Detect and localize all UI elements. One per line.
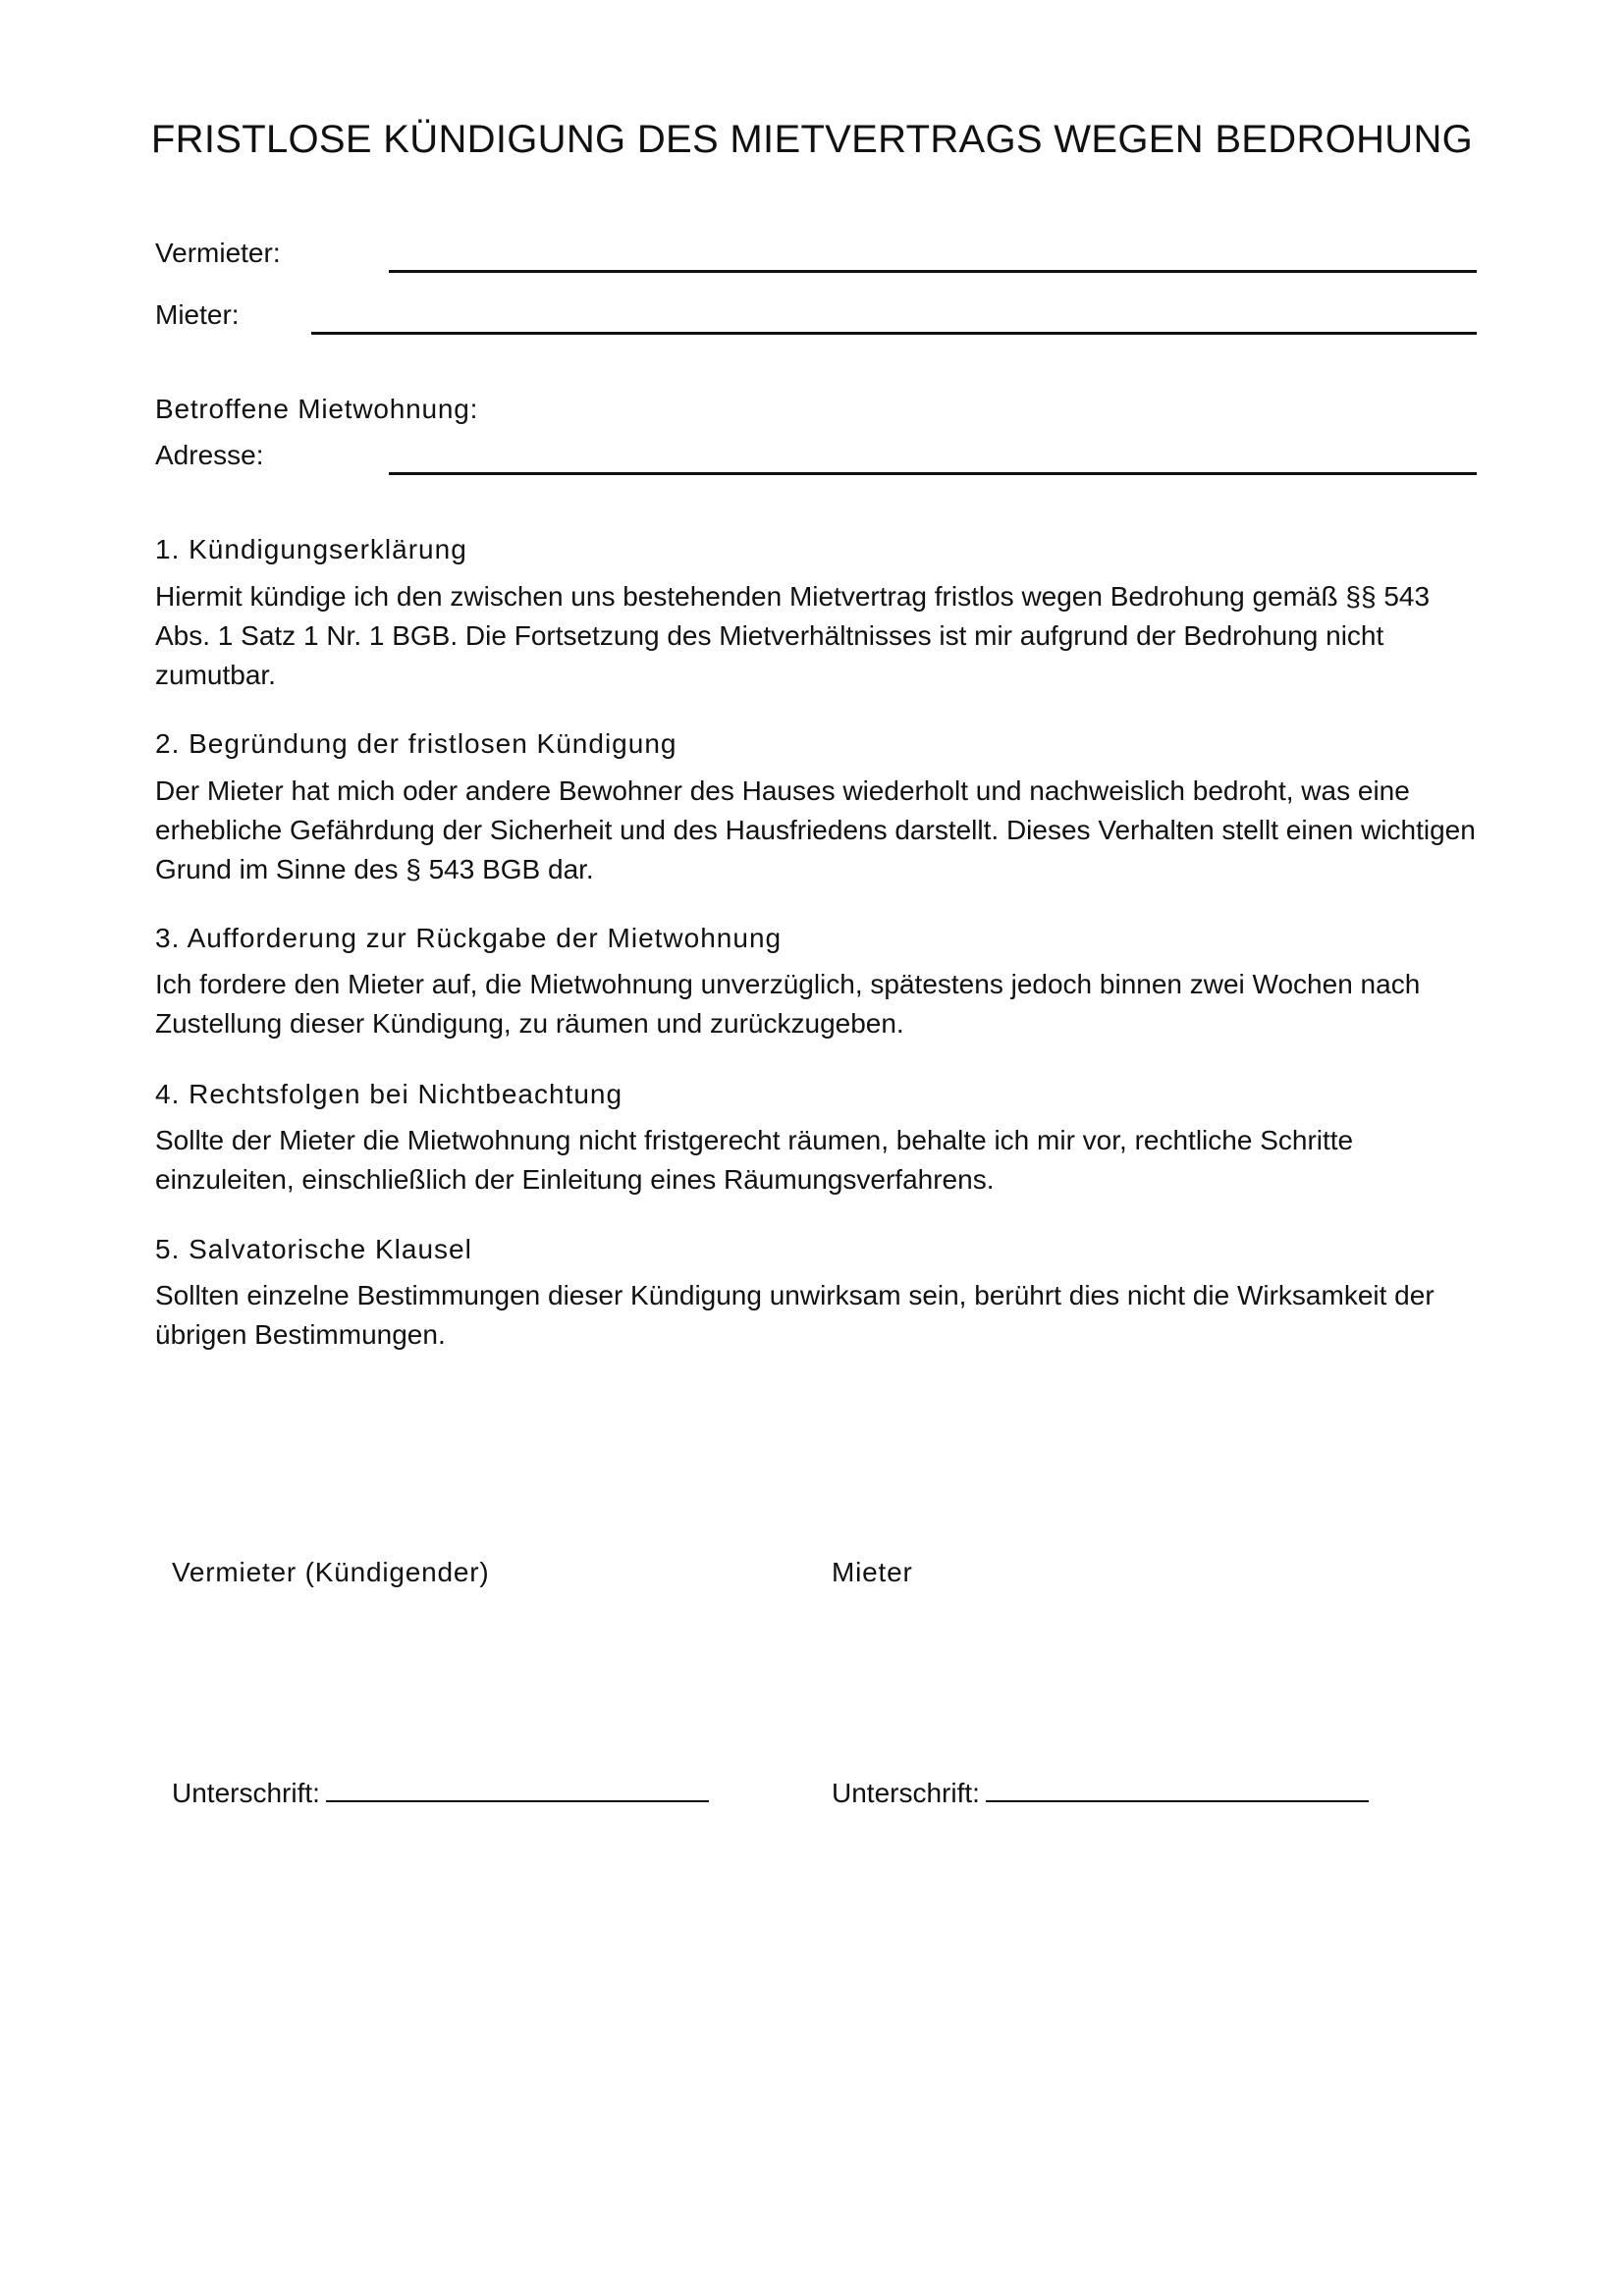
- landlord-label: Vermieter:: [155, 238, 281, 268]
- apartment-heading: Betroffene Mietwohnung:: [155, 394, 479, 424]
- section-title: 1. Kündigungserklärung: [155, 534, 467, 564]
- section-body: Hiermit kündige ich den zwischen uns bestehenden Mietvertrag fristlos wegen Bedrohung gemäß §§ 543 Abs. 1 Satz 1 Nr. 1 BGB. Die Fortsetzung des Mietverhältnisses ist mir aufgrund der Bedrohung nicht zumutbar.: [155, 581, 1431, 690]
- tenant-signature-label: Unterschrift:: [832, 1778, 980, 1808]
- tenant-signature-field[interactable]: [986, 1800, 1369, 1802]
- section-title: 2. Begründung der fristlosen Kündigung: [155, 728, 677, 759]
- section-body: Sollten einzelne Bestimmungen dieser Kündigung unwirksam sein, berührt dies nicht die Wirksamkeit der übrigen Bestimmungen.: [155, 1280, 1435, 1350]
- address-input-line[interactable]: [389, 472, 1477, 475]
- landlord-signature-line: [172, 1777, 709, 1810]
- section-title: 5. Salvatorische Klausel: [155, 1234, 472, 1264]
- section-body: Der Mieter hat mich oder andere Bewohner des Hauses wiederholt und nachweislich bedroht, was eine erhebliche Gefährdung der Sicherheit und des Hausfriedens darstellt. Dieses Verhalten stellt einen wichtigen Grund im Sinne des § 543 BGB dar.: [155, 775, 1476, 884]
- tenant-label: Mieter:: [155, 299, 240, 330]
- landlord-input-line[interactable]: [389, 270, 1477, 273]
- landlord-signature-party: Vermieter (Kündigender): [172, 1557, 490, 1587]
- tenant-input-line[interactable]: [311, 332, 1477, 335]
- landlord-signature-label: Unterschrift:: [172, 1778, 320, 1808]
- landlord-signature-field[interactable]: [326, 1800, 709, 1802]
- section-body: Ich fordere den Mieter auf, die Mietwohnung unverzüglich, spätestens jedoch binnen zwei Wochen nach Zustellung dieser Kündigung, zu räumen und zurückzugeben.: [155, 969, 1421, 1039]
- address-label: Adresse:: [155, 440, 264, 470]
- tenant-signature-party: Mieter: [832, 1557, 913, 1587]
- section-title: 3. Aufforderung zur Rückgabe der Mietwohnung: [155, 923, 783, 953]
- document-title: FRISTLOSE KÜNDIGUNG DES MIETVERTRAGS WEGEN BEDROHUNG: [150, 118, 1474, 161]
- section-title: 4. Rechtsfolgen bei Nichtbeachtung: [155, 1079, 623, 1109]
- tenant-signature-line: [832, 1777, 1369, 1810]
- section-body: Sollte der Mieter die Mietwohnung nicht fristgerecht räumen, behalte ich mir vor, rechtliche Schritte einzuleiten, einschließlich der Einleitung eines Räumungsverfahrens.: [155, 1125, 1354, 1195]
